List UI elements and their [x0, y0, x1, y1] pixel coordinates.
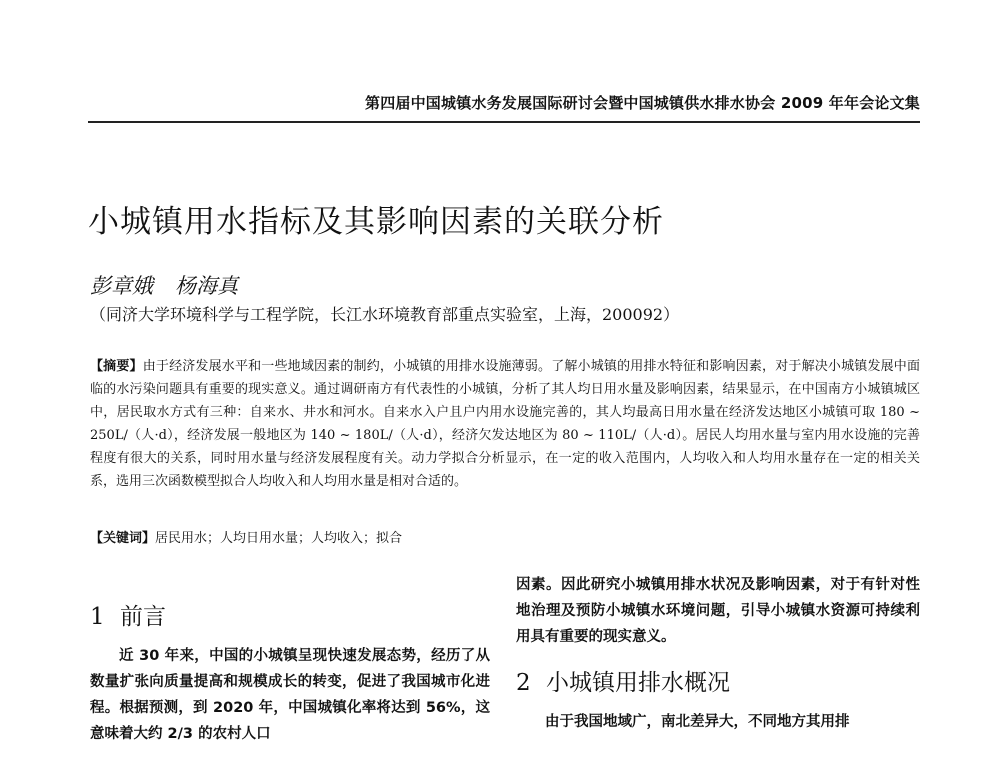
body-paragraph: 近 30 年来，中国的小城镇呈现快速发展态势，经历了从数量扩张向质量提高和规模成长的转变，促进了我国城市化进程。根据预测，到 2020 年，中国城镇化率将达到 56%，这意味着大约 2/3 的农村人口 — [90, 648, 490, 742]
section-heading-introduction — [90, 598, 490, 631]
section-number: 2 — [516, 670, 531, 696]
right-column — [516, 572, 920, 735]
left-column — [90, 572, 490, 747]
author-name: 彭章娥 — [90, 274, 153, 298]
paper-title: 小城镇用水指标及其影响因素的关联分析 — [88, 204, 664, 240]
abstract-text: 由于经济发展水平和一些地域因素的制约，小城镇的用排水设施薄弱。了解小城镇的用排水特征和影响因素，对于解决小城镇发展中面临的水污染问题具有重要的现实意义。通过调研南方有代表性的小城镇，分析了其人均日用水量及影响因素，结果显示，在中国南方小城镇城区中，居民取水方式有三种：自来水、井水和河水。自来水入户且户内用水设施完善的，其人均最高日用水量在经济发达地区小城镇可取 180 ~ 250L/（人·d），经济发展一般地区为 140 ~ 180L/（人·d），经济欠发达地区为 80 ~ 110L/（人·d）。居民人均用水量与室内用水设施的完善程度有很大的关系，同时用水量与经济发展程度有关。动力学拟合分析显示，在一定的收入范围内，人均收入和人均用水量存在一定的相关关系，选用三次函数模型拟合人均收入和人均用水量是相对合适的。 — [90, 359, 920, 489]
section-title: 小城镇用排水概况 — [546, 670, 730, 696]
running-header: 第四届中国城镇水务发展国际研讨会暨中国城镇供水排水协会 2009 年年会论文集 — [365, 94, 920, 112]
body-paragraph: 因素。因此研究小城镇用排水状况及影响因素，对于有针对性地治理及预防小城镇水环境问题，引导小城镇水资源可持续利用具有重要的现实意义。 — [516, 577, 920, 645]
header-rule — [88, 121, 920, 123]
keywords-label: 【关键词】 — [90, 531, 156, 546]
abstract — [90, 355, 920, 493]
section-number: 1 — [90, 604, 105, 630]
author-list — [90, 270, 238, 300]
body-paragraph: 由于我国地域广，南北差异大，不同地方其用排 — [545, 714, 850, 730]
abstract-label: 【摘要】 — [90, 359, 143, 374]
keywords-text: 居民用水；人均日用水量；人均收入；拟合 — [155, 531, 403, 546]
section-title: 前言 — [120, 604, 166, 630]
section-heading-overview — [516, 664, 920, 697]
keywords — [90, 527, 920, 550]
author-name: 杨海真 — [175, 274, 238, 298]
affiliation: （同济大学环境科学与工程学院，长江水环境教育部重点实验室，上海，200092） — [90, 305, 680, 324]
